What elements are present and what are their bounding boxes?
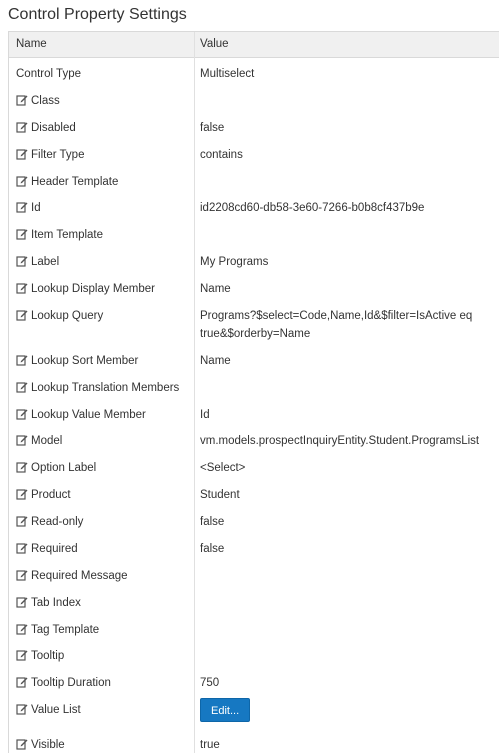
- property-name-label: Label: [31, 256, 60, 268]
- property-name-label: Header Template: [31, 176, 119, 188]
- property-value: [200, 486, 496, 504]
- column-divider: [194, 32, 195, 753]
- property-name-label: Lookup Sort Member: [31, 355, 139, 367]
- property-name: [16, 65, 191, 83]
- property-name-label: Product: [31, 489, 71, 501]
- edit-value-list-button[interactable]: Edit...: [200, 698, 250, 722]
- property-name: [16, 647, 191, 665]
- edit-icon[interactable]: [16, 515, 28, 527]
- property-value: [200, 674, 496, 692]
- property-name: [16, 253, 191, 271]
- property-name: [16, 567, 191, 585]
- property-name: [16, 540, 191, 558]
- edit-icon[interactable]: [16, 228, 28, 240]
- property-name-label: Option Label: [31, 462, 97, 474]
- property-value: [200, 199, 496, 217]
- edit-icon[interactable]: [16, 649, 28, 661]
- property-value: [200, 701, 496, 722]
- property-name: [16, 406, 191, 424]
- property-value-text: My Programs: [200, 256, 269, 268]
- property-name: [16, 307, 191, 325]
- edit-icon[interactable]: [16, 148, 28, 160]
- property-value: [200, 253, 496, 271]
- property-name: [16, 621, 191, 639]
- edit-icon[interactable]: [16, 201, 28, 213]
- property-value: [200, 146, 496, 164]
- property-name-label: Tag Template: [31, 624, 100, 636]
- property-value: [200, 406, 496, 424]
- property-name-label: Tooltip Duration: [31, 677, 111, 689]
- property-value-text: <Select>: [200, 462, 246, 474]
- property-name-label: Visible: [31, 739, 65, 751]
- property-name-label: Lookup Value Member: [31, 409, 146, 421]
- property-value: [200, 540, 496, 558]
- edit-icon[interactable]: [16, 309, 28, 321]
- edit-icon[interactable]: [16, 703, 28, 715]
- edit-icon[interactable]: [16, 488, 28, 500]
- property-value-text: vm.models.prospectInquiryEntity.Student.ProgramsList: [200, 435, 480, 447]
- property-name-label: Id: [31, 202, 41, 214]
- property-value-text: false: [200, 516, 225, 528]
- property-name-label: Required: [31, 543, 78, 555]
- property-name: [16, 701, 191, 719]
- edit-icon[interactable]: [16, 434, 28, 446]
- property-name-label: Model: [31, 435, 63, 447]
- property-name: [16, 674, 191, 692]
- edit-icon[interactable]: [16, 596, 28, 608]
- property-value-text: Programs?$select=Code,Name,Id&$filter=IsActive eq true&$orderby=Name: [200, 310, 473, 340]
- property-name: [16, 92, 191, 110]
- property-name-label: Tooltip: [31, 650, 65, 662]
- property-name-label: Item Template: [31, 229, 104, 241]
- property-value-text: contains: [200, 149, 243, 161]
- property-value: [200, 459, 496, 477]
- property-name: [16, 513, 191, 531]
- edit-icon[interactable]: [16, 738, 28, 750]
- property-value-text: Multiselect: [200, 68, 255, 80]
- column-header-name[interactable]: Name: [16, 38, 47, 50]
- property-name: [16, 594, 191, 612]
- property-value: [200, 736, 496, 753]
- property-name: [16, 226, 191, 244]
- property-name-label: Filter Type: [31, 149, 85, 161]
- property-value-text: true: [200, 739, 220, 751]
- property-value: [200, 432, 496, 450]
- property-value: [200, 352, 496, 370]
- property-name: [16, 352, 191, 370]
- property-value: [200, 119, 496, 137]
- property-value: [200, 65, 496, 83]
- column-header-value[interactable]: Value: [200, 38, 229, 50]
- edit-icon[interactable]: [16, 542, 28, 554]
- edit-icon[interactable]: [16, 381, 28, 393]
- property-value-text: Name: [200, 355, 231, 367]
- property-value-text: Id: [200, 409, 210, 421]
- property-name: [16, 146, 191, 164]
- edit-icon[interactable]: [16, 354, 28, 366]
- property-name: [16, 432, 191, 450]
- property-name-label: Class: [31, 95, 60, 107]
- property-name-label: Tab Index: [31, 597, 81, 609]
- property-name-label: Lookup Query: [31, 310, 104, 322]
- property-value-text: 750: [200, 677, 220, 689]
- property-value-text: false: [200, 543, 225, 555]
- property-value-text: false: [200, 122, 225, 134]
- edit-icon[interactable]: [16, 676, 28, 688]
- property-grid: [8, 31, 499, 753]
- property-value-text: id2208cd60-db58-3e60-7266-b0b8cf437b9e: [200, 202, 425, 214]
- edit-icon[interactable]: [16, 175, 28, 187]
- edit-icon[interactable]: [16, 121, 28, 133]
- property-name: [16, 199, 191, 217]
- property-name: [16, 736, 191, 753]
- property-value: [200, 513, 496, 531]
- property-name: [16, 459, 191, 477]
- property-name-label: Value List: [31, 704, 81, 716]
- property-name-label: Control Type: [16, 68, 81, 80]
- property-name-label: Lookup Translation Members: [31, 382, 180, 394]
- panel-title: Control Property Settings: [8, 6, 187, 23]
- property-name: [16, 486, 191, 504]
- property-value: [200, 307, 496, 343]
- edit-icon[interactable]: [16, 569, 28, 581]
- edit-icon[interactable]: [16, 623, 28, 635]
- property-name: [16, 280, 191, 298]
- property-value-text: Student: [200, 489, 240, 501]
- edit-icon[interactable]: [16, 282, 28, 294]
- property-value-text: Name: [200, 283, 231, 295]
- property-name: [16, 379, 191, 397]
- edit-icon[interactable]: [16, 461, 28, 473]
- edit-icon[interactable]: [16, 255, 28, 267]
- edit-icon[interactable]: [16, 408, 28, 420]
- property-name-label: Disabled: [31, 122, 76, 134]
- property-value: [200, 280, 496, 298]
- grid-header: [9, 32, 499, 58]
- property-name: [16, 119, 191, 137]
- property-name-label: Read-only: [31, 516, 84, 528]
- property-name: [16, 173, 191, 191]
- edit-icon[interactable]: [16, 94, 28, 106]
- property-name-label: Required Message: [31, 570, 128, 582]
- property-name-label: Lookup Display Member: [31, 283, 156, 295]
